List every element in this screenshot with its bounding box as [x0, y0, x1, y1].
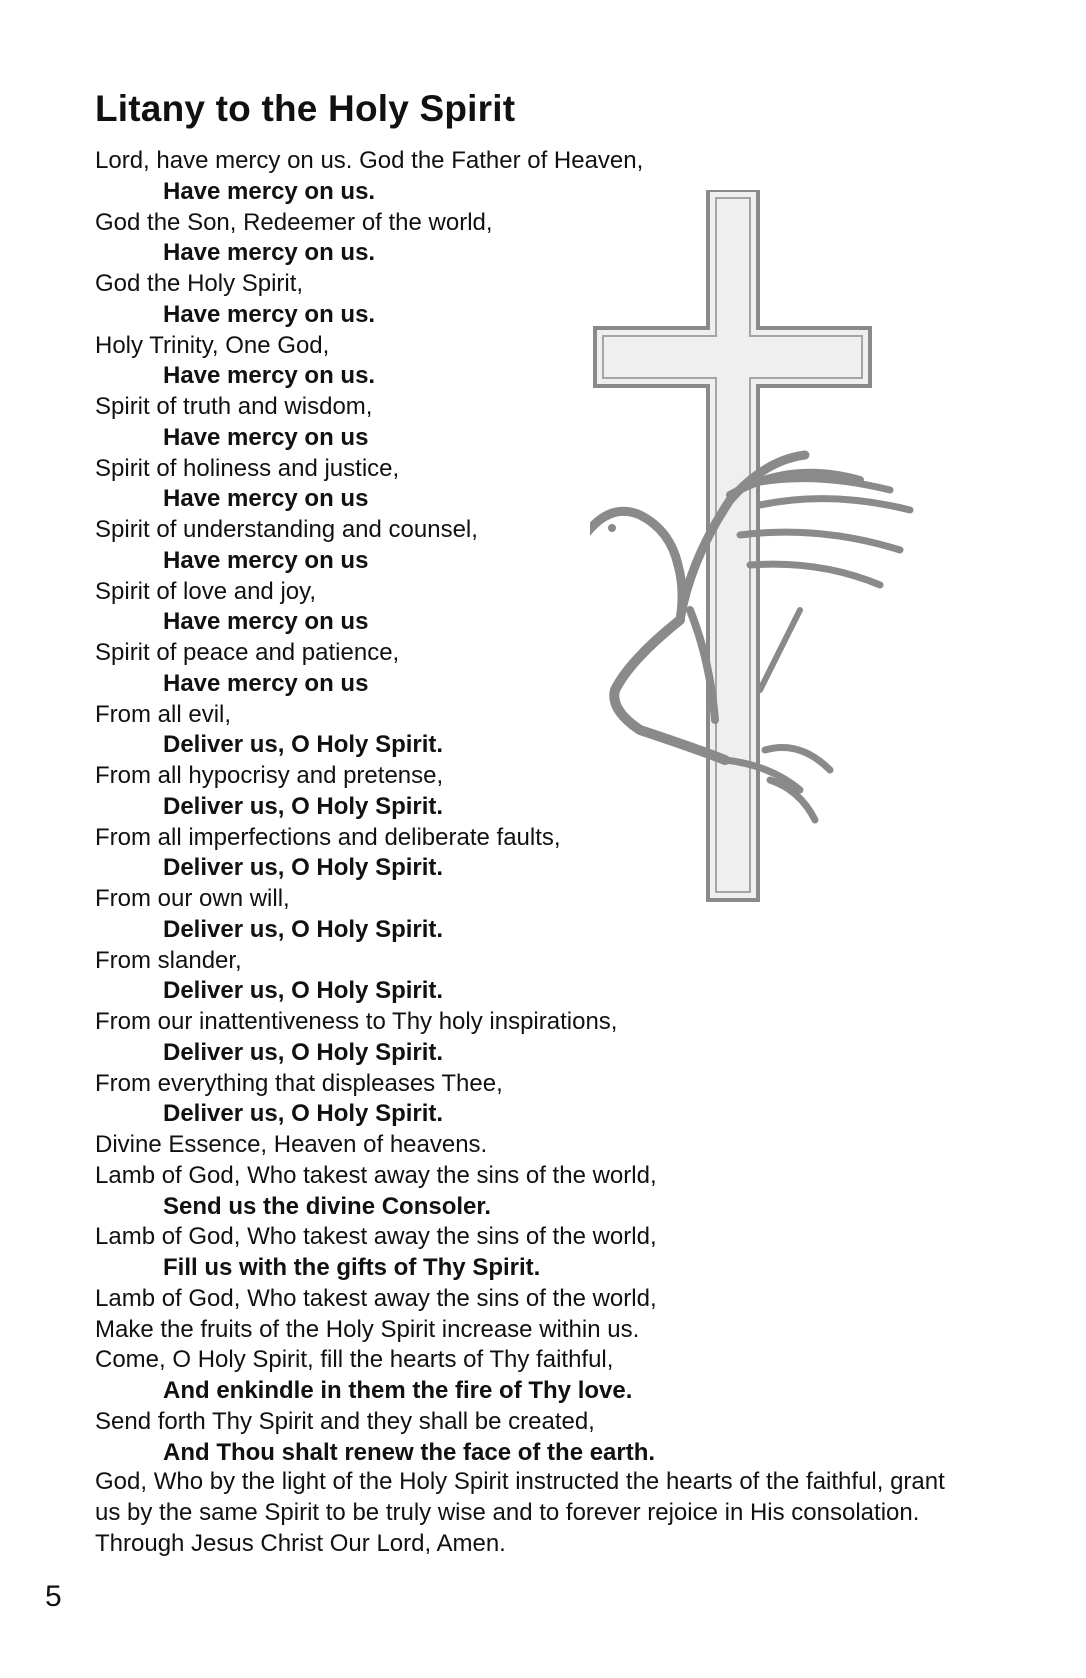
invocation-line: From all hypocrisy and pretense,: [95, 762, 444, 789]
invocation-line: Make the fruits of the Holy Spirit increase within us.: [95, 1315, 640, 1343]
invocation-line: From everything that displeases Thee,: [95, 1069, 503, 1097]
invocation-line: Lord, have mercy on us. God the Father of Heaven,: [95, 147, 644, 174]
litany-text: [95, 146, 975, 1468]
response-line: Have mercy on us: [163, 485, 369, 513]
response-line: Have mercy on us: [163, 669, 369, 697]
invocation-line: From all evil,: [95, 700, 232, 728]
invocation-line: Send forth Thy Spirit and they shall be created,: [95, 1407, 595, 1435]
invocation-line: God the Holy Spirit,: [95, 270, 304, 297]
response-line: Have mercy on us.: [163, 239, 376, 267]
response-line: Deliver us, O Holy Spirit.: [163, 731, 444, 759]
response-line: Deliver us, O Holy Spirit.: [163, 1038, 444, 1066]
invocation-line: God the Son, Redeemer of the world,: [95, 208, 493, 236]
invocation-line: From our own will,: [95, 885, 290, 912]
invocation-line: From all imperfections and deliberate faults,: [95, 823, 561, 851]
invocation-line: Divine Essence, Heaven of heavens.: [95, 1131, 488, 1158]
invocation-line: Spirit of truth and wisdom,: [95, 393, 373, 420]
response-line: Have mercy on us.: [163, 300, 376, 328]
invocation-line: Spirit of love and joy,: [95, 577, 317, 605]
page-title: Litany to the Holy Spirit: [95, 88, 516, 129]
response-line: Have mercy on us: [163, 546, 369, 574]
response-line: Send us the divine Consoler.: [163, 1192, 492, 1220]
response-line: Deliver us, O Holy Spirit.: [163, 854, 444, 882]
response-line: Deliver us, O Holy Spirit.: [163, 915, 444, 943]
invocation-line: Come, O Holy Spirit, fill the hearts of Thy faithful,: [95, 1346, 614, 1374]
response-line: Fill us with the gifts of Thy Spirit.: [163, 1254, 541, 1281]
response-line: And enkindle in them the fire of Thy love.: [163, 1377, 633, 1404]
response-line: And Thou shalt renew the face of the earth.: [163, 1438, 656, 1466]
invocation-line: Holy Trinity, One God,: [95, 331, 330, 359]
response-line: Have mercy on us.: [163, 362, 376, 390]
response-line: Deliver us, O Holy Spirit.: [163, 977, 444, 1005]
response-line: Deliver us, O Holy Spirit.: [163, 792, 444, 820]
page-number: 5: [45, 1580, 62, 1613]
closing-prayer: God, Who by the light of the Holy Spirit instructed the hearts of the faithful, grant us by the same Spirit to be truly wise and to forever rejoice in His consolation. Through Jesus Christ Our Lord, Amen.: [95, 1468, 945, 1557]
response-line: Have mercy on us: [163, 608, 369, 636]
response-line: Deliver us, O Holy Spirit.: [163, 1100, 444, 1128]
invocation-line: Lamb of God, Who takest away the sins of the world,: [95, 1223, 657, 1251]
invocation-line: Spirit of understanding and counsel,: [95, 516, 478, 543]
response-line: Have mercy on us.: [163, 177, 376, 205]
invocation-line: Spirit of peace and patience,: [95, 639, 400, 666]
invocation-line: From our inattentiveness to Thy holy inspirations,: [95, 1008, 618, 1035]
invocation-line: Lamb of God, Who takest away the sins of the world,: [95, 1161, 657, 1189]
invocation-line: Spirit of holiness and justice,: [95, 454, 400, 482]
response-line: Have mercy on us: [163, 423, 369, 451]
invocation-line: From slander,: [95, 946, 242, 974]
invocation-line: Lamb of God, Who takest away the sins of the world,: [95, 1284, 657, 1312]
